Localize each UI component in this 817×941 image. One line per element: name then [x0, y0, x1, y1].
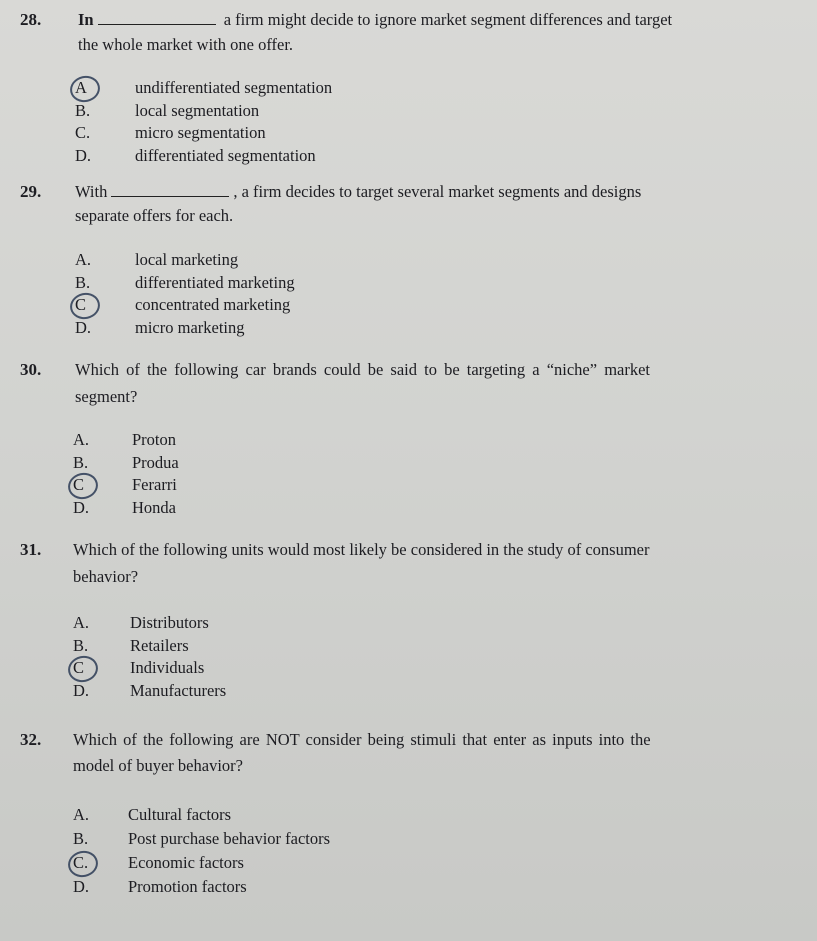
question-text-line2: model of buyer behavior?	[73, 756, 243, 775]
question-text-line1: Which of the following car brands could be said to be targeting a “niche” market	[75, 360, 651, 379]
question-text-line2: separate offers for each.	[75, 206, 234, 225]
question-text-line1: Which of the following units would most likely be considered in the study of consumer	[73, 540, 650, 559]
question-text-line2: segment?	[75, 387, 138, 406]
question-number: 29.	[20, 182, 42, 201]
question-number: 28.	[20, 10, 42, 29]
question-text-line1: In a firm might decide to ignore market segment differences and target	[78, 10, 673, 29]
question-text-line1: With , a firm decides to target several market segments and designs	[75, 182, 642, 201]
answer-blank	[111, 182, 229, 197]
question-text-line1: Which of the following are NOT consider being stimuli that enter as inputs into the	[73, 730, 651, 749]
question-text-line2: behavior?	[73, 567, 139, 586]
question-number: 31.	[20, 540, 42, 559]
question-number: 32.	[20, 730, 42, 749]
exam-page: 28. In a firm might decide to ignore market segment differences and target the whole market with one offer. A undifferentiated segmentation B. local segmentation C. micro segmentation D. differentiated segmentation 29. With , a firm decides to target several market segments and designs separate offers for each. A. local marketing B. differentiated marketing C concentrated marketing D. micro marketing 30. Which of the following car brands could be said to be targeting a “niche” market segment? A. Proton B. Produa C Ferarri D. Honda 31. Which of the following units would most likely be considered in the study of consumer behavior? A. Distributors B. Retailers C Individuals D. Manufacturers 32. Which of the following are NOT consider being stimuli that enter as inputs into the model of buyer behavior? A. Cultural factors B. Post purchase behavior factors C. Economic factors D. Promotion factors	[20, 10, 673, 896]
question-number: 30.	[20, 360, 42, 379]
question-text-line2: the whole market with one offer.	[78, 35, 294, 54]
answer-blank	[98, 10, 216, 25]
